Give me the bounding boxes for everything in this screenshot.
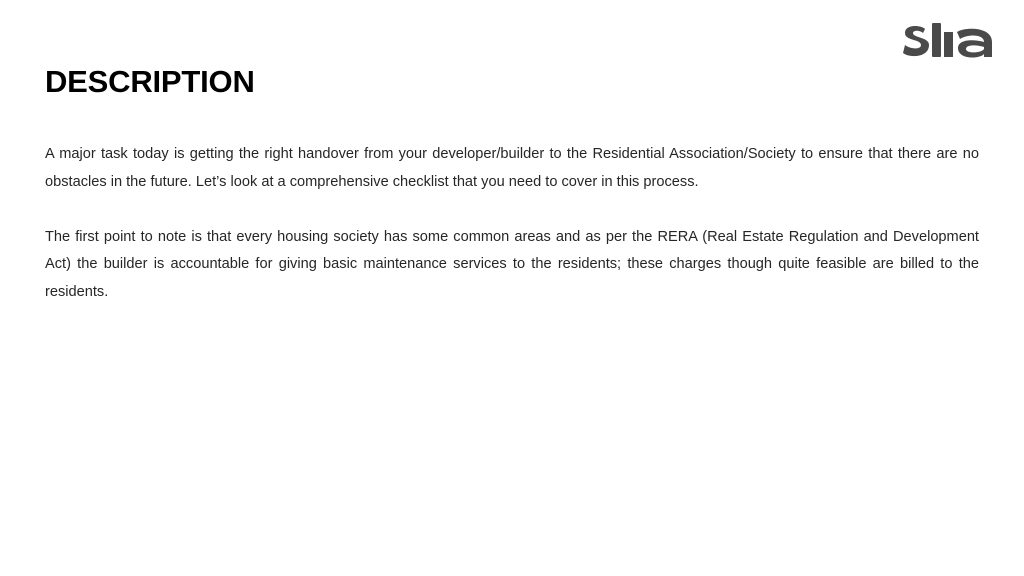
paragraph-rera: The first point to note is that every housing society has some common areas and as per the RERA (Real Estate Regulation and Development Act) the builder is accountable for giving basic maintenance services to the residents; these charges though quite feasible are billed to the residents. [45, 228, 979, 300]
slide-title: DESCRIPTION [45, 64, 255, 99]
paragraph-intro: A major task today is getting the right handover from your developer/builder to the Residential Association/Society to ensure that there are no obstacles in the future. Let’s look at a comprehensive checklist that you need to cover in this process. [45, 146, 979, 190]
description-body [45, 141, 979, 306]
sila-logo-icon [902, 20, 994, 60]
